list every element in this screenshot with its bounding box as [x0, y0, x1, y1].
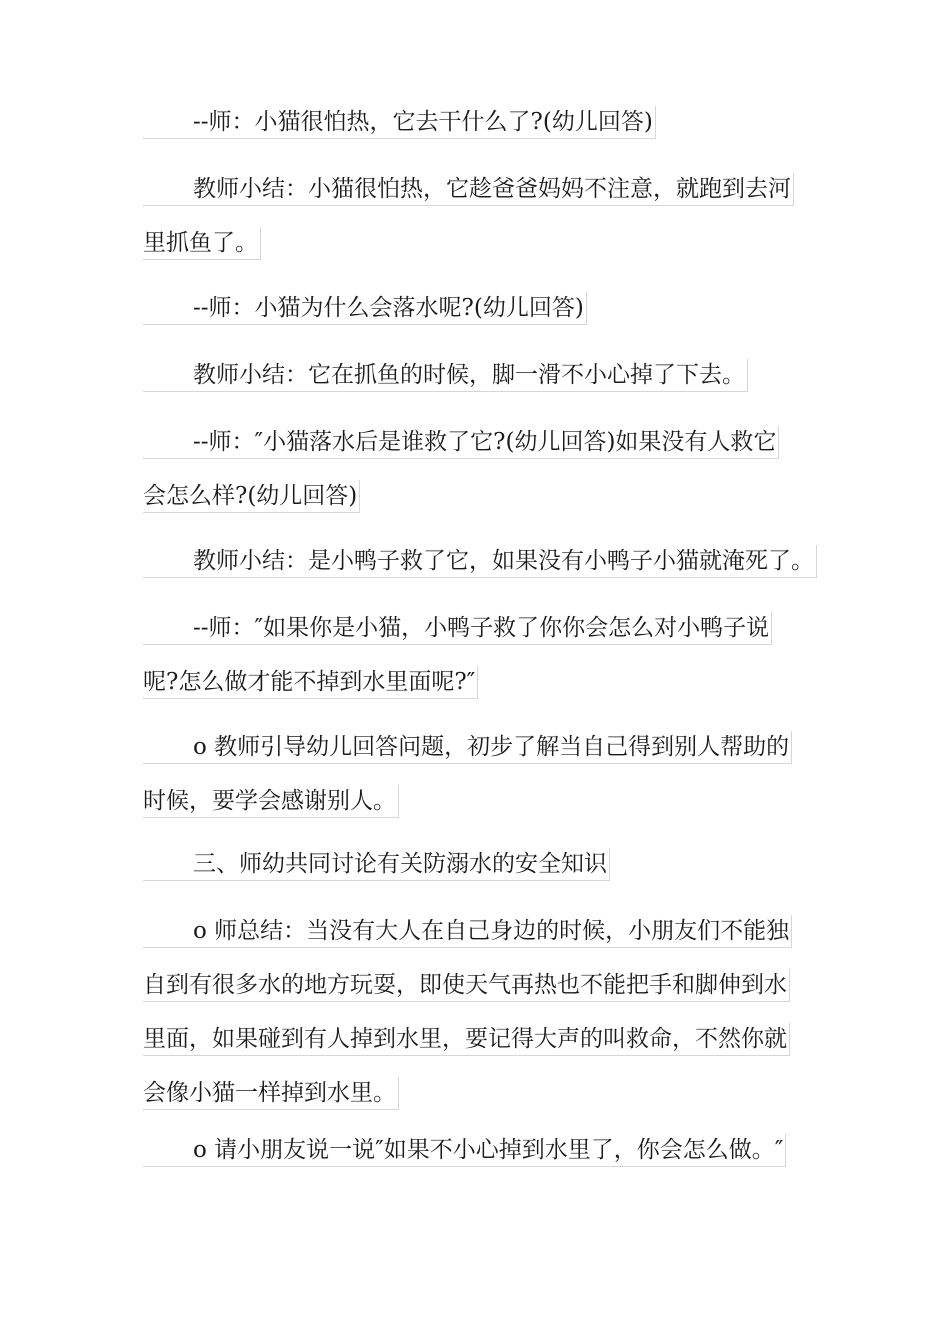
paragraph-4: [143, 355, 815, 409]
paragraph-2: [143, 169, 815, 277]
text-line: 自到有很多水的地方玩耍，即使天气再热也不能把手和脚伸到水: [143, 965, 815, 1019]
paragraph-3: [143, 288, 815, 342]
section-heading: [143, 844, 815, 898]
paragraph-7: [143, 608, 815, 716]
text-line: 教师小结：小猫很怕热，它趁爸爸妈妈不注意，就跑到去河: [143, 169, 815, 223]
text-line: 教师小结：它在抓鱼的时候，脚一滑不小心掉了下去。: [143, 355, 815, 409]
text-line: 里面，如果碰到有人掉到水里，要记得大声的叫救命，不然你就: [143, 1019, 815, 1073]
text-line: o 师总结：当没有大人在自己身边的时候，小朋友们不能独: [143, 911, 815, 965]
paragraph-8: [143, 727, 815, 835]
text-line: o 教师引导幼儿回答问题，初步了解当自己得到别人帮助的: [143, 727, 815, 781]
paragraph-6: [143, 541, 815, 595]
text-line: 会像小猫一样掉到水里。: [143, 1073, 815, 1127]
text-line: 教师小结：是小鸭子救了它，如果没有小鸭子小猫就淹死了。: [143, 541, 815, 595]
paragraph-11: [143, 1130, 815, 1184]
text-line: --师：小猫为什么会落水呢?(幼儿回答): [143, 288, 815, 342]
text-line: 三、师幼共同讨论有关防溺水的安全知识: [143, 844, 815, 898]
text-line: 时候，要学会感谢别人。: [143, 781, 815, 835]
text-line: --师：″小猫落水后是谁救了它?(幼儿回答)如果没有人救它: [143, 422, 815, 476]
paragraph-1: [143, 102, 815, 156]
text-line: --师：″如果你是小猫，小鸭子救了你你会怎么对小鸭子说: [143, 608, 815, 662]
text-line: 呢?怎么做才能不掉到水里面呢?″: [143, 662, 815, 716]
paragraph-5: [143, 422, 815, 530]
text-line: 会怎么样?(幼儿回答): [143, 476, 815, 530]
paragraph-10: [143, 911, 815, 1127]
text-line: o 请小朋友说一说″如果不小心掉到水里了，你会怎么做。″: [143, 1130, 815, 1184]
text-line: 里抓鱼了。: [143, 223, 815, 277]
text-line: --师：小猫很怕热，它去干什么了?(幼儿回答): [143, 102, 815, 156]
